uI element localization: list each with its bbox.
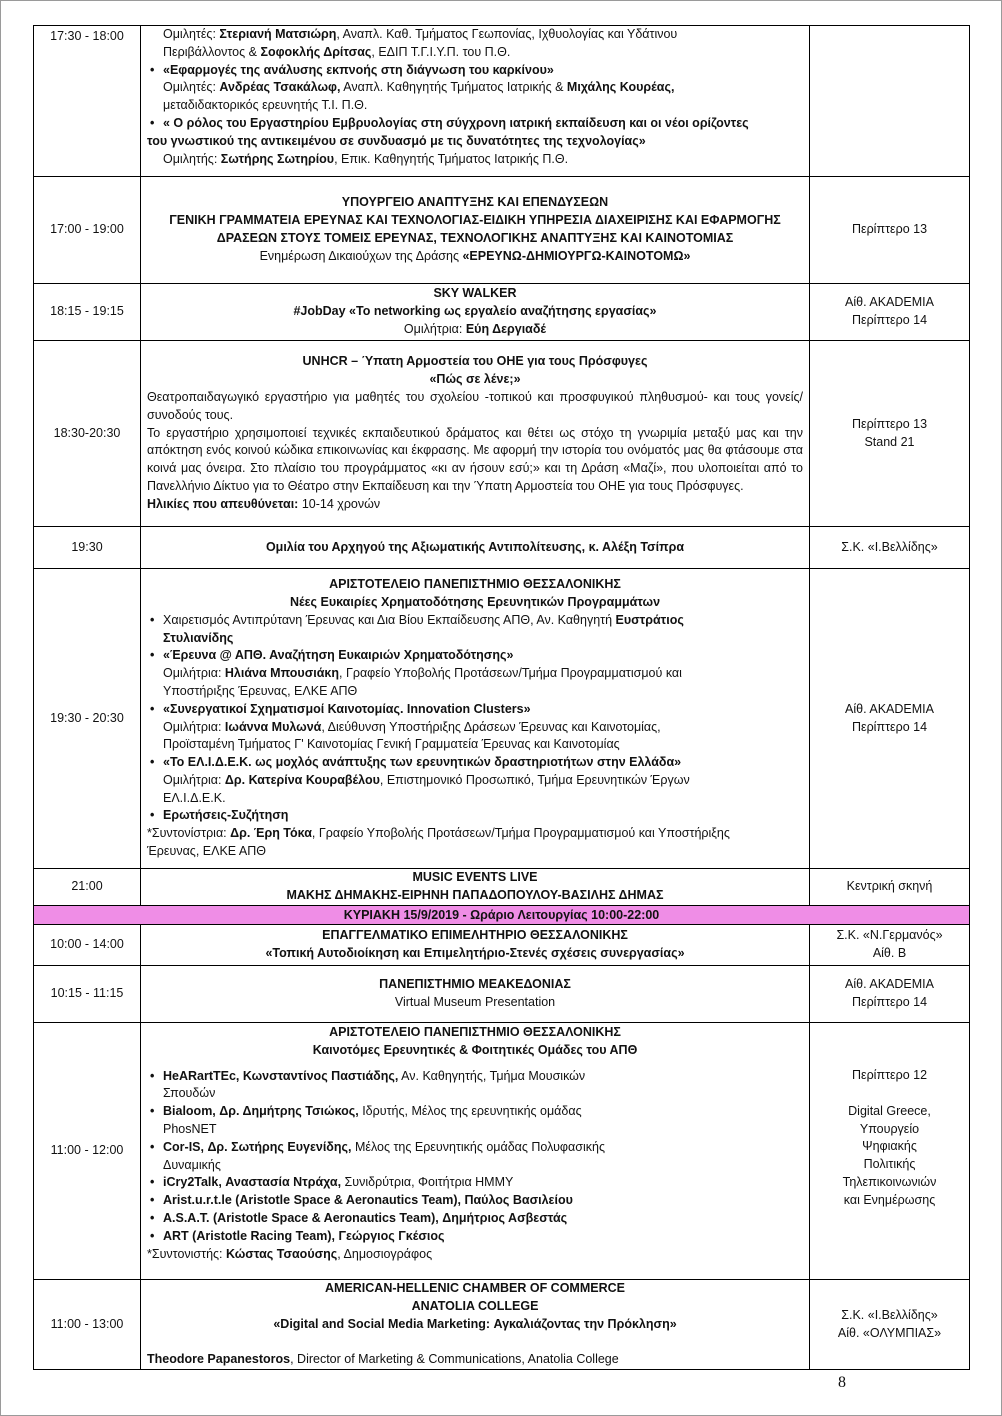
list-item: • « Ο ρόλος του Εργαστηρίου Εμβρυολογίας στη σύγχρονη ιατρική εκπαίδευση και οι νέοι ορίζοντες — [147, 115, 803, 133]
time-cell: 19:30 - 20:30 — [34, 569, 141, 869]
schedule-table — [33, 25, 970, 1370]
place-cell: Σ.Κ. «Ι.Βελλίδης» — [810, 527, 970, 569]
event-title: Virtual Museum Presentation — [394, 995, 556, 1009]
list-item: • iCry2Talk, Αναστασία Ντράχα, Συνιδρύτρια, Φοιτήτρια ΗΜΜΥ — [147, 1174, 617, 1192]
list-item: • Χαιρετισμός Αντιπρύτανη Έρευνας και Δια Βίου Εκπαίδευσης ΑΠΘ, Αν. Καθηγητή Ευστράτιος Στυλιανίδης — [147, 612, 803, 648]
list-item: • ART (Aristotle Racing Team), Γεώργιος Γκέσιος — [147, 1228, 617, 1246]
org-heading: ΑΡΙΣΤΟΤΕΛΕΙΟ ΠΑΝΕΠΙΣΤΗΜΙΟ ΘΕΣΣΑΛΟΝΙΚΗΣ — [329, 577, 621, 592]
speakers-line: Υποστήριξης Έρευνας, ΕΛΚΕ ΑΠΘ — [163, 683, 358, 698]
place-cell — [810, 1280, 970, 1370]
speakers-line: Theodore Papanestoros, Director of Marketing & Communications, Anatolia College — [147, 1352, 619, 1367]
content-cell — [141, 284, 810, 341]
place-line: Περίπτερο 14 — [851, 995, 928, 1009]
content-cell — [141, 177, 810, 284]
org-heading: ΥΠΟΥΡΓΕΙΟ ΑΝΑΠΤΥΞΗΣ ΚΑΙ ΕΠΕΝΔΥΣΕΩΝ — [341, 195, 609, 210]
time-cell: 10:00 - 14:00 — [34, 925, 141, 966]
place-line: Περίπτερο 14 — [851, 313, 928, 327]
time-cell: 10:15 - 11:15 — [34, 966, 141, 1023]
place-cell: Κεντρική σκηνή — [810, 869, 970, 906]
list-item: • «Έρευνα @ ΑΠΘ. Αναζήτηση Ευκαιριών Χρηματοδότησης» — [147, 647, 803, 665]
list-item: • «Το ΕΛ.Ι.Δ.Ε.Κ. ως μοχλός ανάπτυξης των ερευνητικών δραστηριοτήτων στην Ελλάδα» — [147, 754, 803, 772]
org-heading: UNHCR – Ύπατη Αρμοστεία του ΟΗΕ για τους Πρόσφυγες — [302, 354, 648, 369]
list-item: • Bialoom, Δρ. Δημήτρης Τσιώκος, Ιδρυτής, Μέλος της ερευνητικής ομάδας PhosNET — [147, 1103, 617, 1139]
table-row — [34, 1023, 970, 1280]
event-title: Καινοτόμες Ερευνητικές & Φοιτητικές Ομάδες του ΑΠΘ — [312, 1042, 638, 1057]
org-heading: ANATOLIA COLLEGE — [411, 1298, 539, 1313]
speakers-line: μεταδιδακτορικός ερευνητής Τ.Ι. Π.Θ. — [163, 98, 368, 113]
coordinator-line: *Συντονιστής: Κώστας Τσαούσης, Δημοσιογράφος — [147, 1246, 433, 1261]
time-cell: 21:00 — [34, 869, 141, 906]
place-line: Υπουργείο — [859, 1121, 920, 1136]
time-cell: 11:00 - 13:00 — [34, 1280, 141, 1370]
content-cell — [141, 341, 810, 527]
content-cell — [141, 1023, 810, 1280]
speakers-line: Ομιλητές: Στεριανή Ματσιώρη, Αναπλ. Καθ. Τμήματος Γεωπονίας, Ιχθυολογίας και Υδάτινου — [163, 27, 678, 41]
time-cell: 18:30-20:30 — [34, 341, 141, 527]
event-title: «Πώς σε λένε;» — [429, 372, 521, 387]
list-item: • Cor-IS, Δρ. Σωτήρης Ευγενίδης, Μέλος της Ερευνητικής ομάδας Πολυφασικής Δυναμικής — [147, 1139, 617, 1175]
table-row — [34, 925, 970, 966]
time-cell: 11:00 - 12:00 — [34, 1023, 141, 1280]
event-title: MUSIC EVENTS LIVE — [412, 870, 538, 885]
place-line: Αίθ. Β — [872, 946, 907, 960]
event-title: «Digital and Social Media Marketing: Αγκαλιάζοντας την Πρόκληση» — [273, 1316, 677, 1331]
org-heading: ΕΠΑΓΓΕΛΜΑΤΙΚΟ ΕΠΙΜΕΛΗΤΗΡΙΟ ΘΕΣΣΑΛΟΝΙΚΗΣ — [322, 928, 628, 943]
list-item: • Ερωτήσεις-Συζήτηση — [147, 807, 803, 825]
speakers-line: Ομιλήτρια: Δρ. Κατερίνα Κουραβέλου, Επιστημονικό Προσωπικό, Τμήμα Ερευνητικών Έργων — [163, 772, 690, 787]
event-line: Ενημέρωση Δικαιούχων της Δράσης «ΕΡΕΥΝΩ-ΔΗΜΙΟΥΡΓΩ-ΚΑΙΝΟΤΟΜΩ» — [259, 248, 691, 263]
org-heading: ΓΕΝΙΚΗ ΓΡΑΜΜΑΤΕΙΑ ΕΡΕΥΝΑΣ ΚΑΙ ΤΕΧΝΟΛΟΓΙΑΣ-ΕΙΔΙΚΗ ΥΠΗΡΕΣΙΑ ΔΙΑΧΕΙΡΙΣΗΣ ΚΑΙ ΕΦΑΡΜΟΓΗΣ — [169, 213, 781, 228]
place-line: Περίπτερο 14 — [851, 719, 928, 734]
performers-line: ΜΑΚΗΣ ΔΗΜΑΚΗΣ-ΕΙΡΗΝΗ ΠΑΠΑΔΟΠΟΥΛΟΥ-ΒΑΣΙΛΗΣ ΔΗΜΑΣ — [286, 888, 664, 902]
org-heading: SKY WALKER — [433, 286, 517, 301]
place-line: και Ενημέρωσης — [843, 1192, 936, 1207]
place-cell — [810, 341, 970, 527]
place-cell — [810, 284, 970, 341]
place-line: Περίπτερο 13 — [851, 416, 928, 431]
table-row — [34, 869, 970, 906]
time-cell: 18:15 - 19:15 — [34, 284, 141, 341]
place-cell — [810, 966, 970, 1023]
place-line: Digital Greece, — [848, 1103, 931, 1118]
place-line: Σ.Κ. «Ν.Γερμανός» — [836, 928, 943, 943]
speakers-line: Ομιλητής: Σωτήρης Σωτηρίου, Επικ. Καθηγητής Τμήματος Ιατρικής Π.Θ. — [163, 151, 569, 166]
table-row — [34, 569, 970, 869]
place-line: Αίθ. ΑΚΑDEMIA — [845, 977, 934, 992]
content-cell — [141, 869, 810, 906]
coordinator-line: Έρευνας, ΕΛΚΕ ΑΠΘ — [147, 844, 267, 859]
place-line: Stand 21 — [864, 434, 915, 449]
table-row — [34, 284, 970, 341]
table-row — [34, 966, 970, 1023]
speakers-line: Προϊσταμένη Τμήματος Γ' Καινοτομίας Γενική Γραμματεία Έρευνας και Καινοτομίας — [163, 737, 620, 752]
table-row — [34, 1280, 970, 1370]
time-cell: 17:00 - 19:00 — [34, 177, 141, 284]
place-line: Ψηφιακής — [862, 1139, 917, 1154]
content-cell — [141, 569, 810, 869]
list-item: • «Συνεργατικοί Σχηματισμοί Καινοτομίας. Innovation Clusters» — [147, 701, 803, 719]
speakers-line: ΕΛ.Ι.Δ.Ε.Κ. — [163, 790, 226, 805]
speakers-line: Ομιλήτρια: Ιωάννα Μυλωνά, Διεύθυνση Υποστήριξης Δράσεων Έρευνας και Καινοτομίας, — [163, 719, 661, 734]
table-row — [34, 177, 970, 284]
place-cell — [810, 26, 970, 177]
speakers-line: Ομιλητές: Ανδρέας Τσακάλωφ, Αναπλ. Καθηγητής Τμήματος Ιατρικής & Μιχάλης Κουρέας, — [163, 80, 675, 95]
content-cell — [141, 925, 810, 966]
table-row — [34, 527, 970, 569]
place-line: Σ.Κ. «Ι.Βελλίδης» — [841, 1307, 938, 1322]
org-heading: ΔΡΑΣΕΩΝ ΣΤΟΥΣ ΤΟΜΕΙΣ ΕΡΕΥΝΑΣ, ΤΕΧΝΟΛΟΓΙΚΗΣ ΑΝΑΠΤΥΞΗΣ ΚΑΙ ΚΑΙΝΟΤΟΜΙΑΣ — [216, 231, 734, 245]
org-heading: ΑΡΙΣΤΟΤΕΛΕΙΟ ΠΑΝΕΠΙΣΤΗΜΙΟ ΘΕΣΣΑΛΟΝΙΚΗΣ — [329, 1025, 621, 1039]
description-paragraph: Θεατροπαιδαγωγικό εργαστήριο για μαθητές του σχολείου -τοπικού και προσφυγικού πληθυσμού- και τους γονείς/συνοδούς τους. — [147, 390, 803, 422]
place-line: Αίθ. ΑΚΑDEMIA — [845, 295, 934, 310]
event-title: #JobDay «To networking ως εργαλείο αναζήτησης εργασίας» — [293, 304, 657, 319]
place-line: Τηλεπικοινωνιών — [842, 1174, 937, 1189]
coordinator-line: *Συντονίστρια: Δρ. Έρη Τόκα, Γραφείο Υποβολής Προτάσεων/Τμήμα Προγραμματισμού και Υποστήριξης — [147, 826, 730, 841]
place-line: Αίθ. ΑΚΑDEMIA — [845, 701, 934, 716]
list-item: • HeARartTEc, Κωνσταντίνος Παστιάδης, Αν. Καθηγητής, Τμήμα Μουσικών Σπουδών — [147, 1068, 617, 1104]
day-banner-row — [34, 906, 970, 925]
time-cell: 17:30 - 18:00 — [34, 26, 141, 177]
content-cell — [141, 26, 810, 177]
place-cell: Περίπτερο 13 — [810, 177, 970, 284]
place-cell — [810, 569, 970, 869]
speakers-line: Ομιλήτρια: Εύη Δεργιαδέ — [403, 321, 547, 336]
speakers-line: Περιβάλλοντος & Σοφοκλής Δρίτσας, ΕΔΙΠ Τ.Γ.Ι.Υ.Π. του Π.Θ. — [163, 44, 511, 59]
table-row — [34, 26, 970, 177]
place-line: Πολιτικής — [863, 1157, 916, 1172]
list-item: • A.S.A.T. (Aristotle Space & Aeronautics Team), Δημήτριος Ασβεστάς — [147, 1210, 617, 1228]
place-line: Περίπτερο 12 — [851, 1068, 928, 1082]
page-number: 8 — [838, 1374, 846, 1391]
org-heading: AMERICAN-HELLENIC CHAMBER OF COMMERCE — [325, 1281, 625, 1295]
time-cell: 19:30 — [34, 527, 141, 569]
list-item: • Arist.u.r.t.le (Aristotle Space & Aeronautics Team), Παύλος Βασιλείου — [147, 1192, 617, 1210]
list-item: • «Εφαρμογές της ανάλυσης εκπνοής στη διάγνωση του καρκίνου» — [147, 62, 803, 80]
place-line: Αίθ. «ΟΛΥΜΠΙΑΣ» — [837, 1325, 942, 1340]
event-title: «Τοπική Αυτοδιοίκηση και Επιμελητήριο-Στενές σχέσεις συνεργασίας» — [265, 946, 685, 960]
place-cell — [810, 1023, 970, 1280]
table-row — [34, 341, 970, 527]
content-cell — [141, 966, 810, 1023]
speakers-line: Ομιλήτρια: Ηλιάνα Μπουσιάκη, Γραφείο Υποβολής Προτάσεων/Τμήμα Προγραμματισμού και — [163, 666, 682, 681]
content-cell: Ομιλία του Αρχηγού της Αξιωματικής Αντιπολίτευσης, κ. Αλέξη Τσίπρα — [141, 527, 810, 569]
org-heading: ΠΑΝΕΠΙΣΤΗΜΙΟ ΜΕΑΚΕΔΟΝΙΑΣ — [379, 977, 571, 992]
day-banner: ΚΥΡΙΑΚΗ 15/9/2019 - Ωράριο Λειτουργίας 10:00-22:00 — [34, 906, 970, 925]
event-title: Νέες Ευκαιρίες Χρηματοδότησης Ερευνητικών Προγραμμάτων — [289, 594, 661, 609]
ages-line: Ηλικίες που απευθύνεται: 10-14 χρονών — [147, 496, 381, 511]
description-paragraph: Το εργαστήριο χρησιμοποιεί τεχνικές εκπαιδευτικού δράματος και θέτει ως στόχο τη γνωριμία μεταξύ μας και την απόκτηση ενός κοινού κώδικα επικοινωνίας και έκφρασης. Με αφορμή την ιστορία του ονόματός μας θα φτάσουμε στα κοινά μας όνειρα. Στο πλαίσιο του προγράμματος «κι αν ήσουν εσύ;» και τη Δράση «Μαζί», που υλοποιείται από το Πανελλήνιο Δίκτυο για το Θέατρο στην Εκπαίδευση και την Ύπατη Αρμοστεία του ΟΗΕ για τους Πρόσφυγες. — [147, 425, 803, 493]
content-cell — [141, 1280, 810, 1370]
list-item-continuation: του γνωστικού της αντικειμένου σε συνδυασμό με τις δυνατότητες της τεχνολογίας» — [147, 133, 646, 148]
place-cell — [810, 925, 970, 966]
